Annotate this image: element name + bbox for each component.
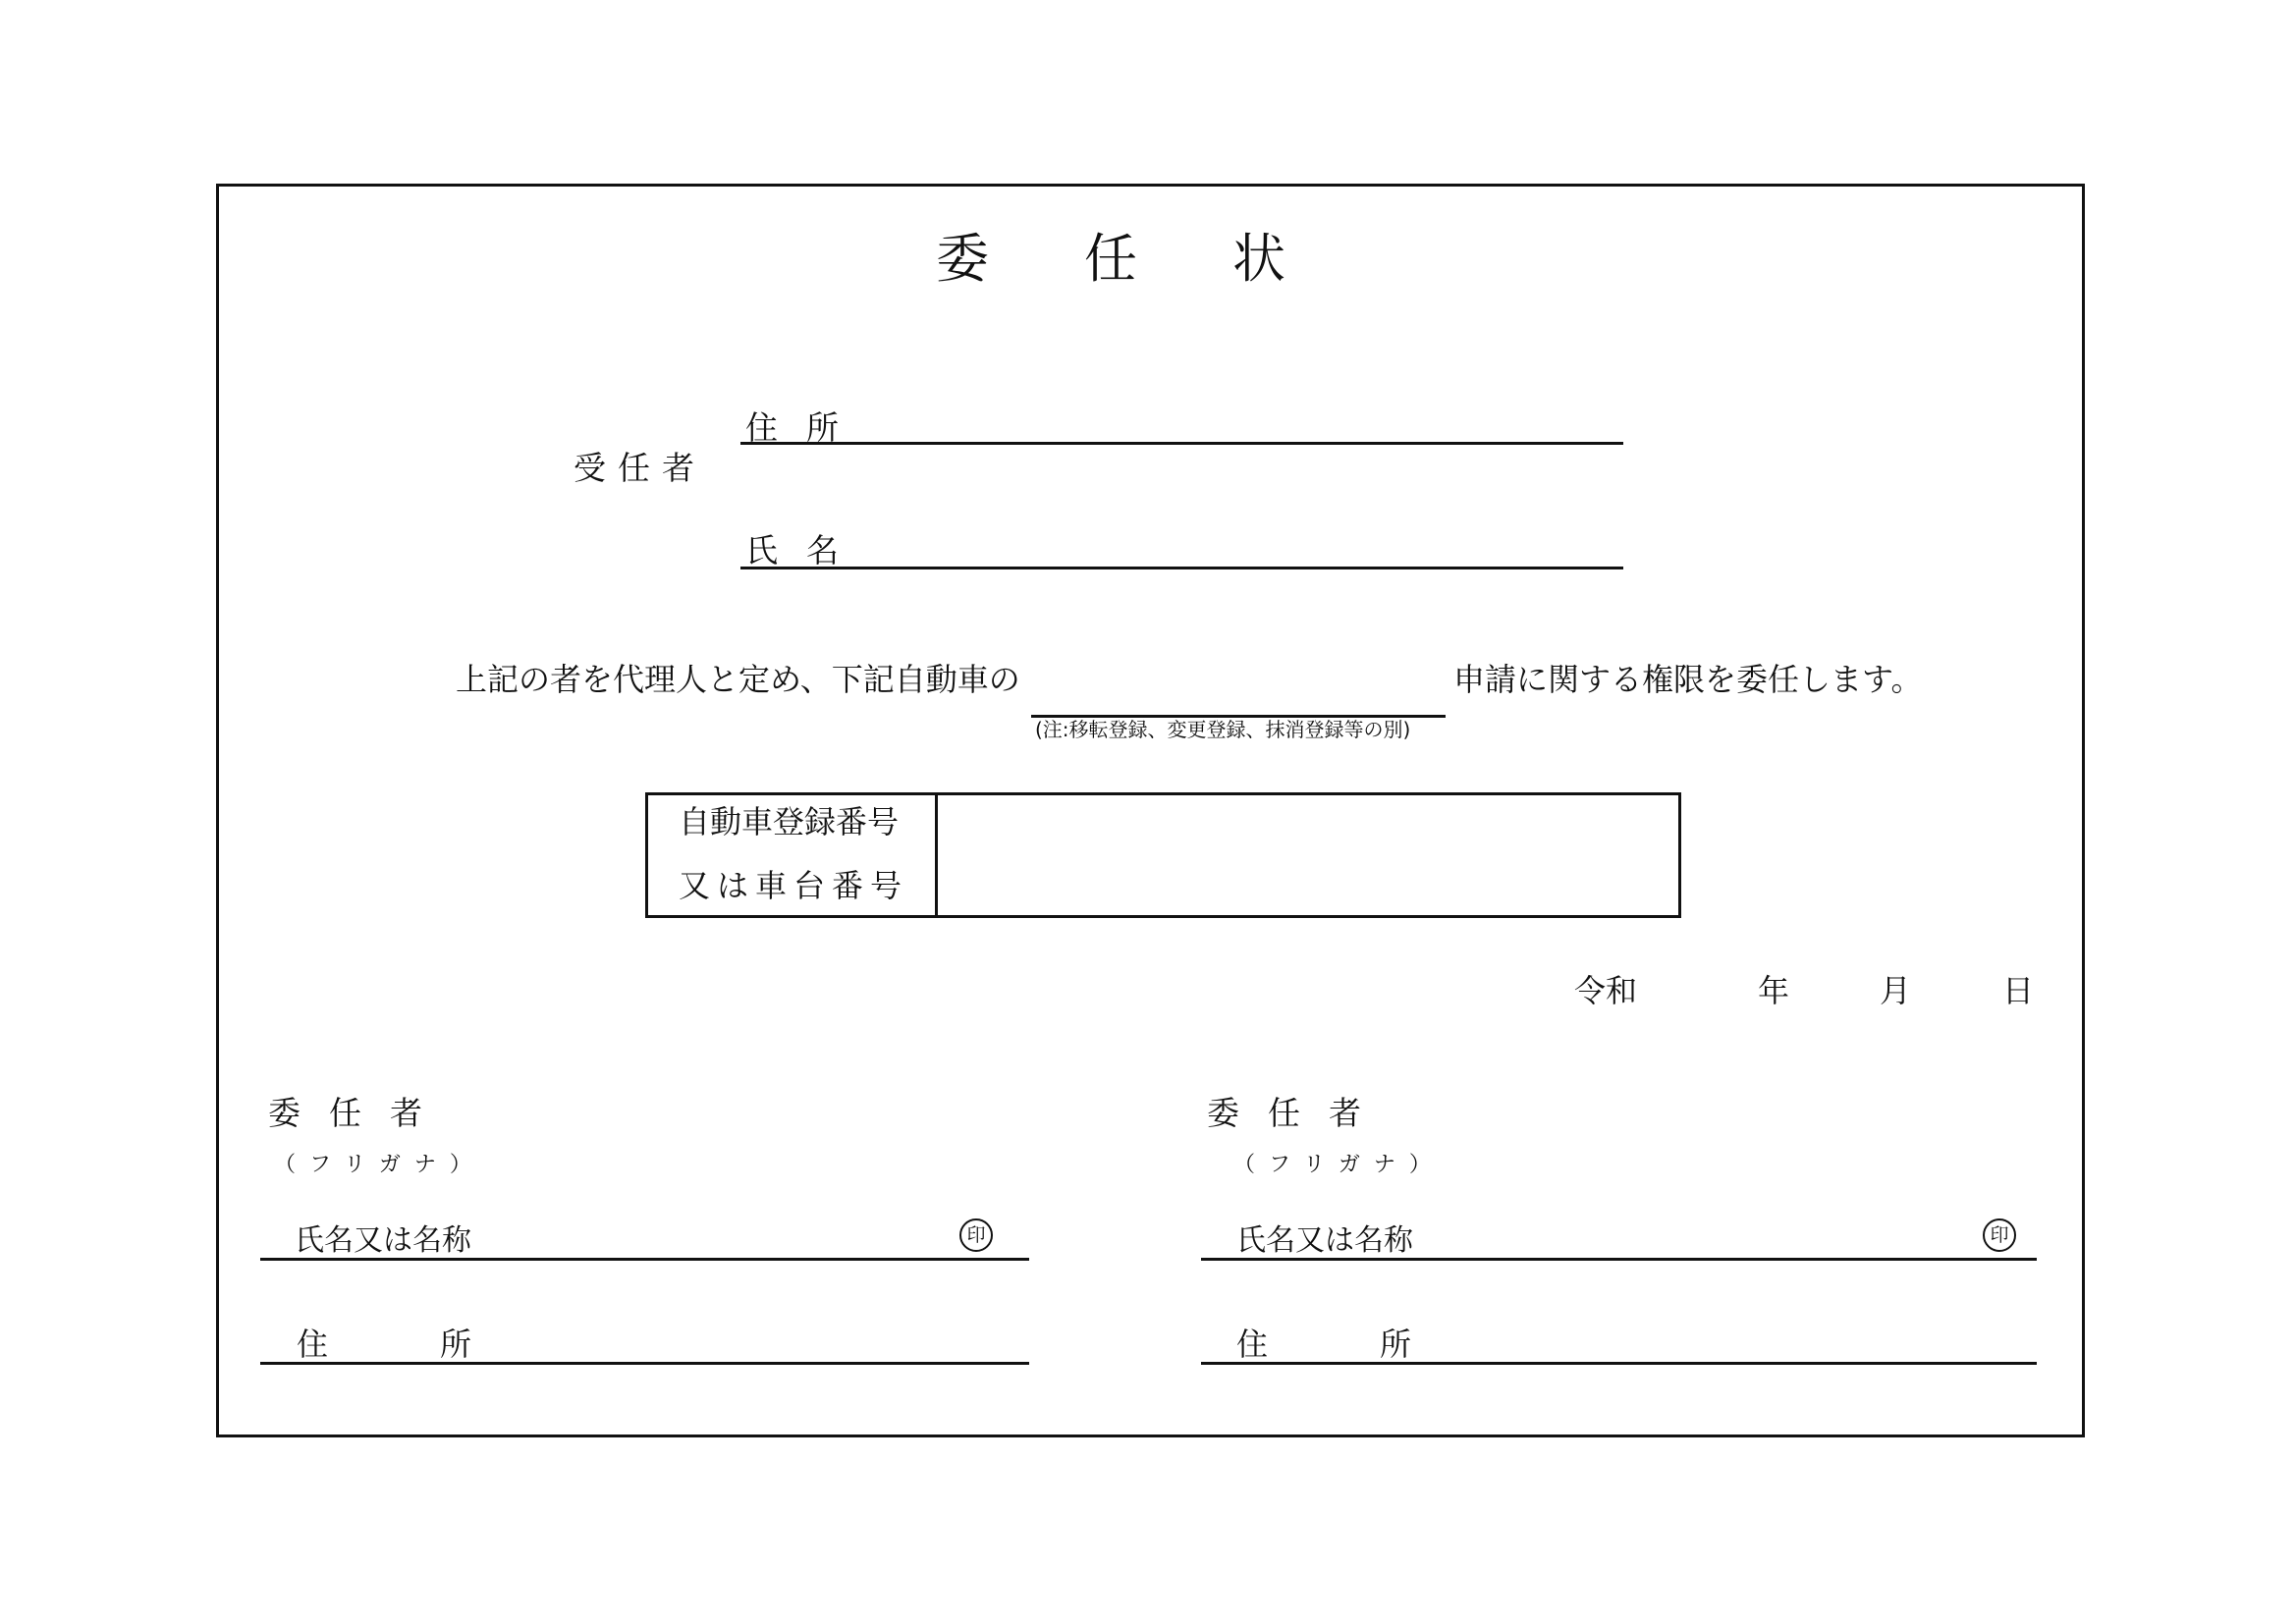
- document-title: 委任状: [936, 228, 1381, 290]
- statement-before: 上記の者を代理人と定め、下記自動車の: [456, 661, 1020, 698]
- principal-name-line: [260, 1258, 1029, 1261]
- principal-heading: 委任者: [268, 1094, 451, 1132]
- date-day-unit: 日: [2002, 972, 2035, 1009]
- principal-address-line: [1201, 1362, 2037, 1365]
- proxy-name-label: 氏名: [745, 531, 867, 569]
- vehicle-label-line2: 又は車台番号: [679, 867, 909, 904]
- application-type-note: (注:移転登録、変更登録、抹消登録等の別): [1035, 718, 1411, 741]
- principal-heading: 委任者: [1207, 1094, 1390, 1132]
- date-month-unit: 月: [1880, 972, 1912, 1009]
- principal-address-label-first: 住: [297, 1326, 329, 1363]
- seal-mark-icon: 印: [959, 1218, 993, 1252]
- date-era: 令和: [1574, 972, 1638, 1009]
- statement-after: 申請に関する権限を委任します。: [1453, 661, 1923, 698]
- principal-name-label: 氏名又は名称: [295, 1223, 471, 1258]
- proxy-address-line: [740, 442, 1623, 445]
- proxy-name-line: [740, 567, 1623, 569]
- vehicle-label-line1: 自動車登録番号: [679, 803, 900, 840]
- principal-address-label-second: 所: [440, 1326, 472, 1363]
- principal-name-label: 氏名又は名称: [1236, 1223, 1413, 1258]
- vehicle-number-value-cell: [938, 795, 1678, 915]
- principal-furigana-label: （フリガナ）: [1233, 1153, 1445, 1177]
- principal-name-line: [1201, 1258, 2037, 1261]
- proxy-address-label: 住所: [745, 408, 867, 447]
- date-year-unit: 年: [1758, 972, 1790, 1009]
- principal-furigana-label: （フリガナ）: [274, 1153, 485, 1177]
- seal-mark-icon: 印: [1983, 1218, 2016, 1252]
- principal-address-line: [260, 1362, 1029, 1365]
- proxy-label: 受任者: [574, 449, 706, 487]
- principal-address-label-second: 所: [1380, 1326, 1412, 1363]
- principal-address-label-first: 住: [1236, 1326, 1269, 1363]
